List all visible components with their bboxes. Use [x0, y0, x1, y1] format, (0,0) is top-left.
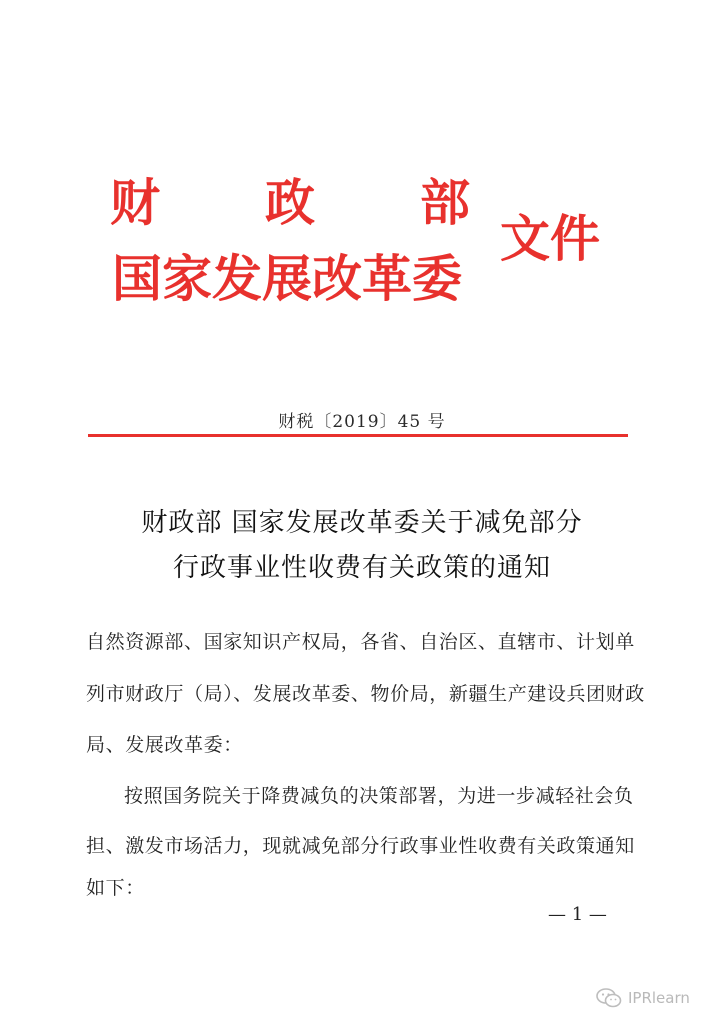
document-suffix: 文件	[500, 209, 600, 268]
recipients-line: 自然资源部、国家知识产权局，各省、自治区、直辖市、计划单	[86, 631, 635, 653]
red-divider	[88, 434, 628, 437]
issuer-line-ndrc: 国家发展改革委	[112, 249, 462, 308]
issuer-char: 财	[110, 173, 160, 232]
document-title-line2: 行政事业性收费有关政策的通知	[172, 553, 551, 583]
recipients-line: 局、发展改革委：	[86, 734, 243, 756]
wechat-icon	[596, 988, 622, 1008]
paragraph-line: 如下：	[86, 877, 145, 899]
watermark	[596, 988, 690, 1008]
paragraph-line: 按照国务院关于降费减负的决策部署，为进一步减轻社会负	[124, 785, 634, 807]
issuer-char: 部	[420, 173, 470, 232]
document-number: 财税〔2019〕45 号	[278, 412, 446, 432]
page-number: — 1 —	[548, 904, 607, 925]
document-title-line1: 财政部 国家发展改革委关于减免部分	[141, 508, 583, 538]
issuer-line-finance-ministry	[110, 173, 470, 232]
recipients-line: 列市财政厅（局）、发展改革委、物价局，新疆生产建设兵团财政	[86, 683, 645, 705]
paragraph-line: 担、激发市场活力，现就减免部分行政事业性收费有关政策通知	[86, 835, 635, 857]
issuer-char: 政	[265, 173, 315, 232]
watermark-text: IPRlearn	[628, 989, 690, 1007]
